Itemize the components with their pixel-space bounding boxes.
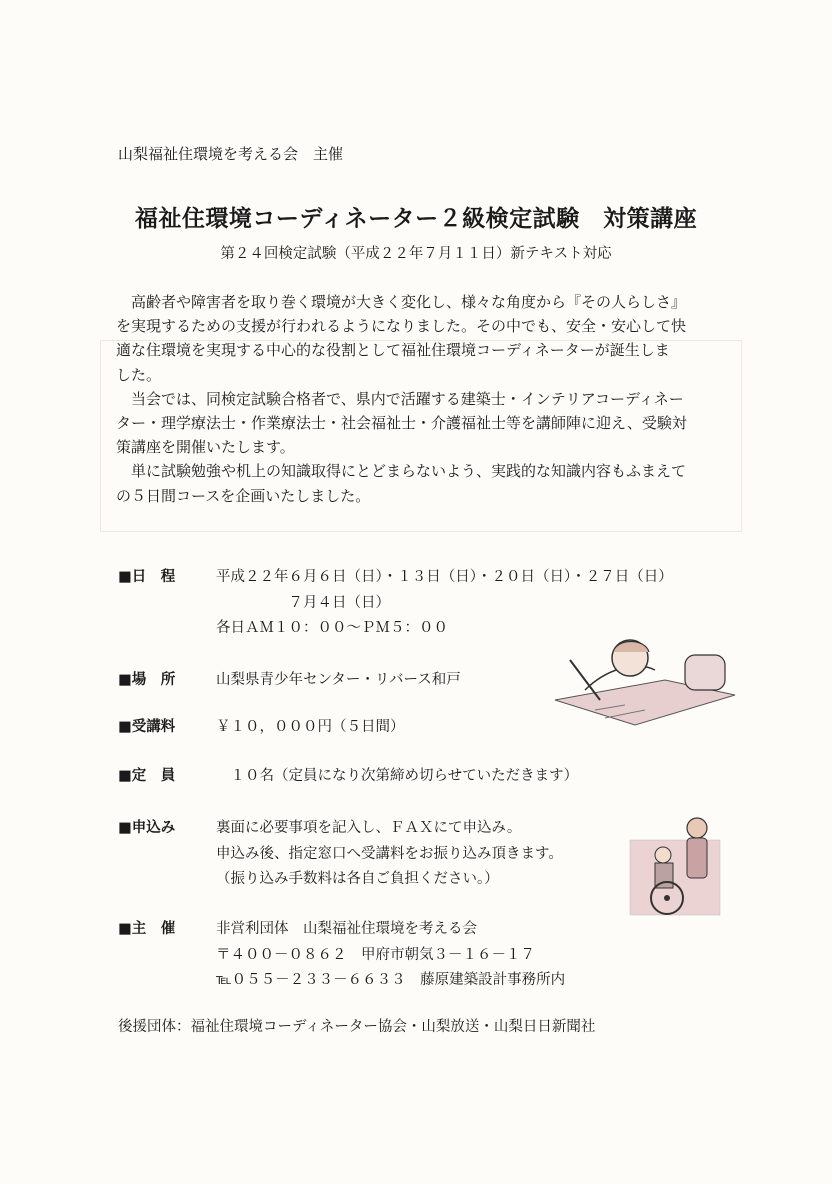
- wheelchair-illustration: [625, 810, 725, 920]
- schedule-label: ■日 程: [118, 569, 176, 585]
- intro-paragraph-2: [116, 387, 756, 460]
- fee-label: ■受講料: [118, 719, 176, 735]
- intro-paragraph-1: [116, 290, 756, 387]
- host-line: 非営利団体 山梨福祉住環境を考える会: [216, 921, 477, 937]
- intro-paragraph-3: [116, 459, 756, 507]
- intro-text: [116, 290, 756, 508]
- schedule-line: ７月４日（日）: [216, 594, 390, 611]
- host-line: 〒４００－０８６２ 甲府市朝気３－１６－１７: [216, 946, 535, 963]
- schedule-line: 各日ＡＭ１０：００～ＰＭ５：００: [216, 620, 448, 636]
- organizer-line: 山梨福祉住環境を考える会 主催: [118, 145, 344, 163]
- application-line: 申込み後、指定窓口へ受講料をお振り込み頂きます。: [216, 845, 563, 862]
- studying-person-illustration: [545, 630, 745, 730]
- host-label: ■主 催: [118, 921, 176, 937]
- venue-value: 山梨県青少年センター・リバース和戸: [216, 672, 461, 688]
- capacity-value: １０名（定員になり次第締め切らせていただきます）: [216, 768, 579, 784]
- intro-line: を実現するための支援が行われるようになりました。その中でも、安全・安心して快: [116, 317, 687, 336]
- capacity-label: ■定 員: [118, 768, 176, 784]
- page-title: 福祉住環境コーディネーター２級検定試験 対策講座: [134, 206, 698, 232]
- support-organizations: 後援団体：福祉住環境コーディネーター協会・山梨放送・山梨日日新聞社: [118, 1019, 596, 1035]
- intro-line: 単に試験勉強や机上の知識取得にとどまらないよう、実践的な知識内容もふまえて: [131, 462, 687, 481]
- intro-line: 策講座を開催いたします。: [116, 438, 295, 457]
- page-subtitle: 第２４回検定試験（平成２２年７月１１日）新テキスト対応: [220, 246, 612, 262]
- venue-label: ■場 所: [118, 672, 176, 688]
- fee-value: ￥１０，０００円（５日間）: [216, 719, 405, 735]
- application-label: ■申込み: [118, 820, 176, 836]
- intro-line: の５日間コースを企画いたしました。: [116, 486, 371, 505]
- intro-line: 当会では、同検定試験合格者で、県内で活躍する建築士・インテリアコーディネー: [131, 389, 684, 408]
- schedule-line: 平成２２年６月６日（日）・１３日（日）・２０日（日）・２７日（日）: [216, 569, 673, 585]
- intro-line: 高齢者や障害者を取り巻く環境が大きく変化し、様々な角度から『その人らしさ』: [131, 293, 687, 311]
- intro-line: ター・理学療法士・作業療法士・社会福祉士・介護福祉士等を講師陣に迎え、受験対: [116, 414, 687, 433]
- host-value: [216, 917, 776, 994]
- intro-line: した。: [116, 365, 162, 384]
- application-line: 裏面に必要事項を記入し、ＦＡＸにて申込み。: [216, 820, 522, 836]
- host-line: ℡０５５－２３３－６６３３ 藤原建築設計事務所内: [216, 972, 566, 988]
- application-line: （振り込み手数料は各自ご負担ください。）: [216, 871, 499, 887]
- intro-line: 適な住環境を実現する中心的な役割として福祉住環境コーディネーターが誕生しま: [116, 341, 670, 360]
